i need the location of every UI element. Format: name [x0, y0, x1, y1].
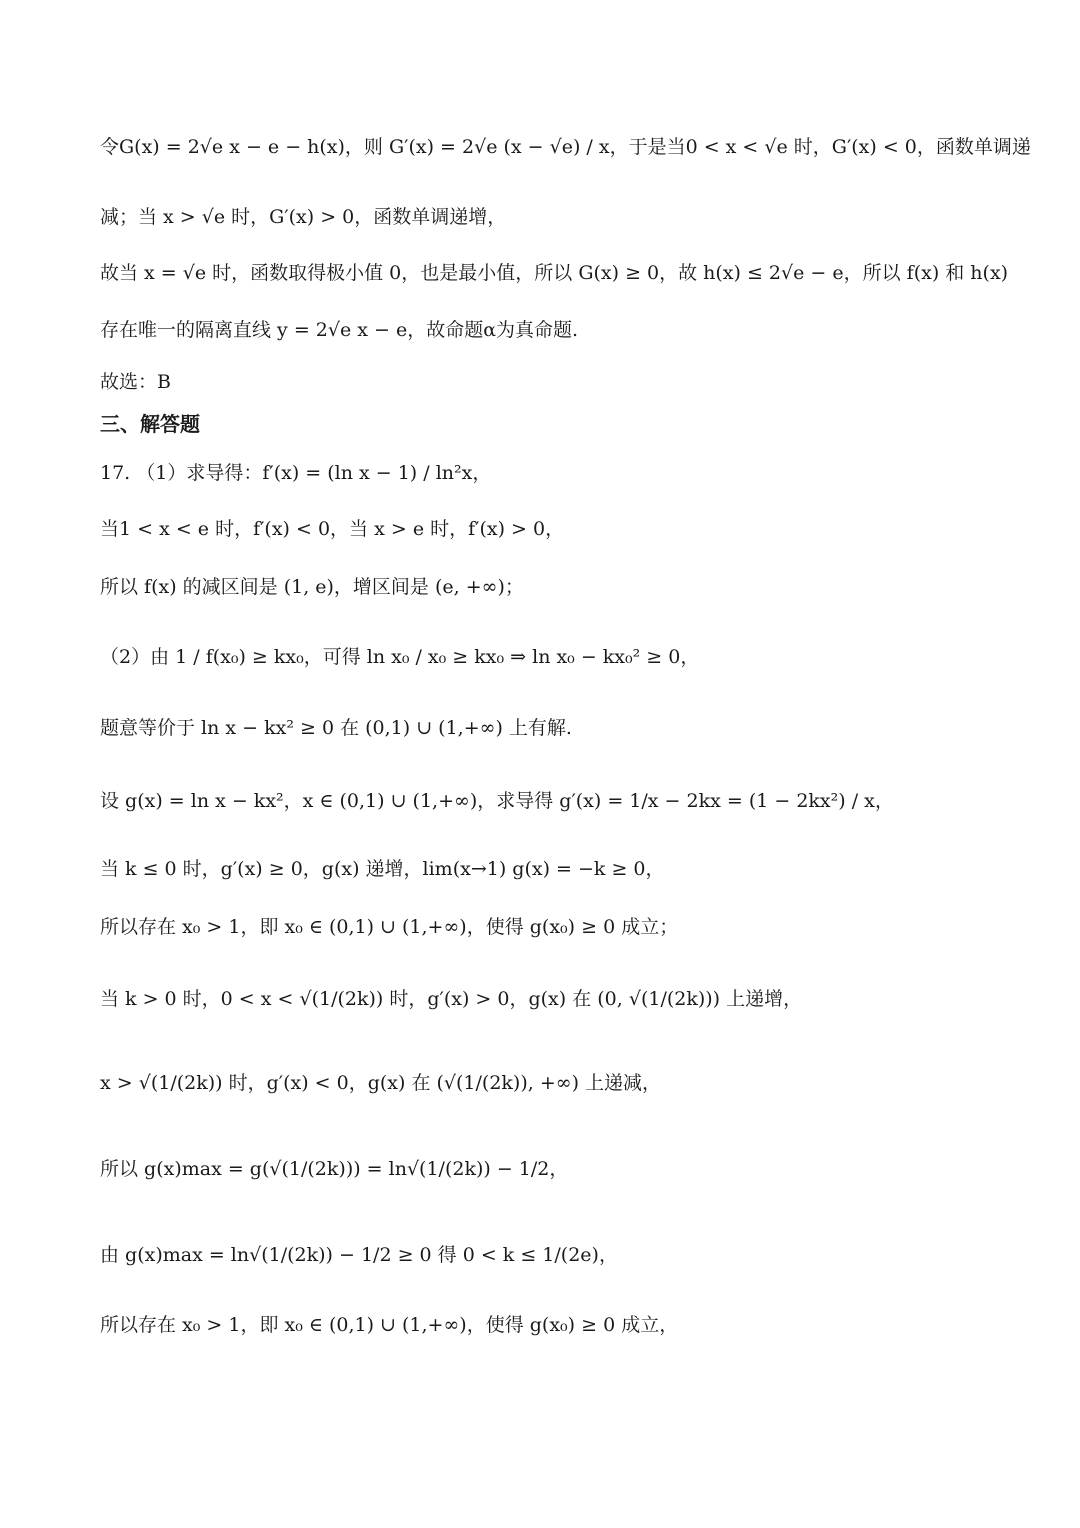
text-line: 由 g(x)max = ln√(1/(2k)) − 1/2 ≥ 0 得 0 < k ≤ 1/(2e)， — [100, 1244, 618, 1266]
text-line: 令G(x) = 2√e x − e − h(x)，则 G′(x) = 2√e (x − √e) / x，于是当0 < x < √e 时，G′(x) < 0，函数单调递 — [100, 136, 1031, 158]
text-line: 减；当 x > √e 时，G′(x) > 0，函数单调递增， — [100, 206, 507, 228]
text-line: 故当 x = √e 时，函数取得极小值 0，也是最小值，所以 G(x) ≥ 0，故 h(x) ≤ 2√e − e，所以 f(x) 和 h(x) — [100, 262, 1009, 284]
text-line: 所以 g(x)max = g(√(1/(2k))) = ln√(1/(2k)) − 1/2， — [100, 1158, 569, 1180]
section-heading: 三、解答题 — [100, 412, 200, 436]
text-line: （2）由 1 / f(x₀) ≥ kx₀，可得 ln x₀ / x₀ ≥ kx₀ ⇒ ln x₀ − kx₀² ≥ 0， — [100, 646, 700, 668]
text-line: x > √(1/(2k)) 时，g′(x) < 0，g(x) 在 (√(1/(2k)), +∞) 上递减， — [100, 1072, 662, 1094]
text-line: 当 k > 0 时，0 < x < √(1/(2k)) 时，g′(x) > 0，g(x) 在 (0, √(1/(2k))) 上递增， — [100, 988, 803, 1010]
text-line: 题意等价于 ln x − kx² ≥ 0 在 (0,1) ∪ (1,+∞) 上有解. — [100, 717, 572, 739]
text-line: 故选：B — [100, 371, 171, 393]
text-line: 17. （1）求导得：f′(x) = (ln x − 1) / ln²x， — [100, 462, 492, 484]
text-line: 所以 f(x) 的减区间是 (1, e)，增区间是 (e, +∞)； — [100, 576, 524, 598]
text-line: 存在唯一的隔离直线 y = 2√e x − e，故命题α为真命题. — [100, 319, 579, 341]
text-line: 当1 < x < e 时，f′(x) < 0，当 x > e 时，f′(x) > 0， — [100, 518, 565, 540]
text-line: 设 g(x) = ln x − kx²，x ∈ (0,1) ∪ (1,+∞)，求导得 g′(x) = 1/x − 2kx = (1 − 2kx²) / x， — [100, 790, 894, 812]
text-line: 所以存在 x₀ > 1，即 x₀ ∈ (0,1) ∪ (1,+∞)，使得 g(x₀) ≥ 0 成立； — [100, 916, 679, 938]
text-line: 当 k ≤ 0 时，g′(x) ≥ 0，g(x) 递增，lim(x→1) g(x) = −k ≥ 0， — [100, 858, 665, 880]
text-line: 所以存在 x₀ > 1，即 x₀ ∈ (0,1) ∪ (1,+∞)，使得 g(x₀) ≥ 0 成立， — [100, 1314, 679, 1336]
